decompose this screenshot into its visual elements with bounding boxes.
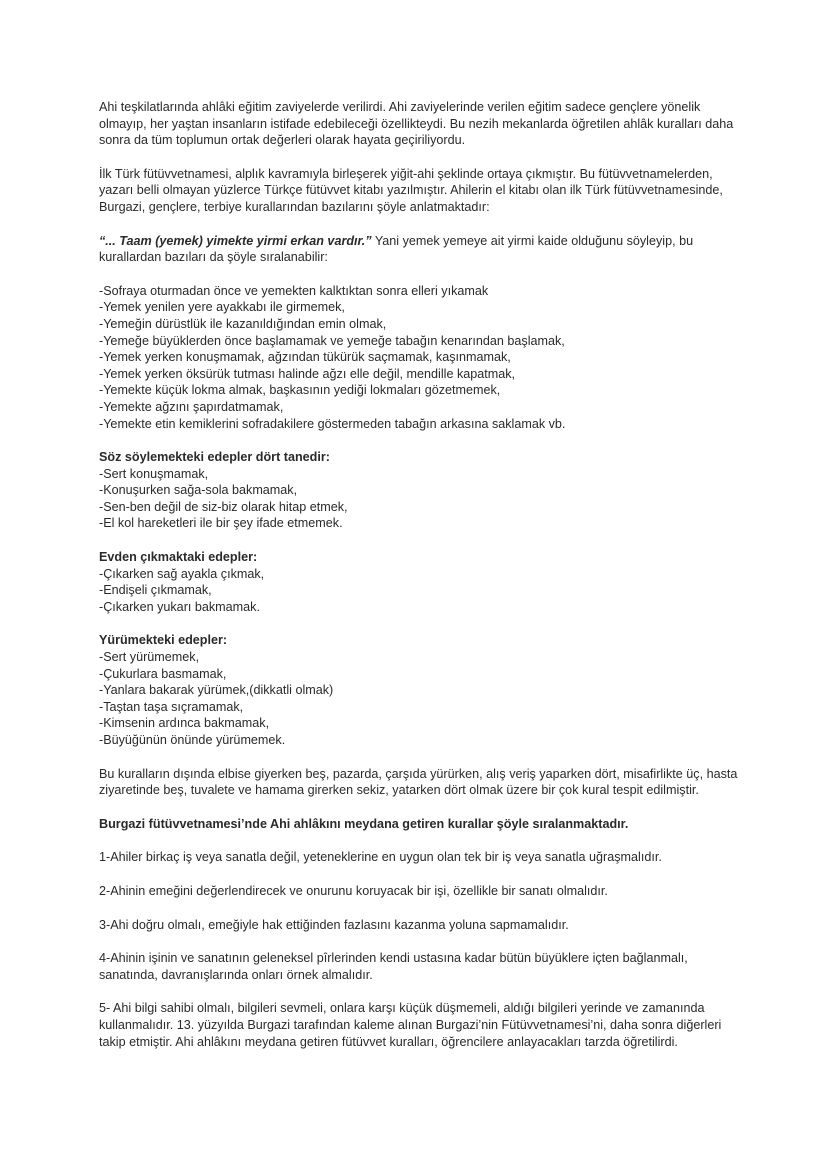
burgazi-heading: Burgazi fütüvvetnamesi’nde Ahi ahlâkını meydana getiren kurallar şöyle sıralanmaktadır.	[99, 816, 629, 831]
futuvvetname-paragraph: İlk Türk fütüvvetnamesi, alplık kavramıyla birleşerek yiğit-ahi şeklinde ortaya çıkmıştır. Bu fütüvvetnamelerden, yazarı belli olmayan yüzlerce Türkçe fütüvvet kitabı yazılmıştır. Ahilerin el kitabı olan ilk Türk fütüvvetnamesinde, Burgazi, gençlere, terbiye kurallarından bazılarını şöyle anlatmaktadır:	[99, 166, 723, 214]
list-item: -Kimsenin ardınca bakmamak,	[99, 716, 270, 731]
list-item: -Taştan taşa sıçramamak,	[99, 699, 244, 714]
summary-paragraph: Bu kuralların dışında elbise giyerken beş, pazarda, çarşıda yürürken, alış veriş yaparken dört, misafirlikte üç, hasta ziyaretinde beş, tuvalete ve hamama girerken sekiz, yatarken dört olmak üzere bir çok kural tespit edilmiştir.	[99, 766, 738, 798]
list-item: -Sert yürümemek,	[99, 650, 200, 665]
list-item: -Çıkarken sağ ayakla çıkmak,	[99, 566, 265, 581]
list-item: -Yemekte küçük lokma almak, başkasının yediği lokmaları gözetmemek,	[99, 383, 501, 398]
speech-heading: Söz söylemekteki edepler dört tanedir:	[99, 450, 330, 465]
list-item: -Yanlara bakarak yürümek,(dikkatli olmak)	[99, 683, 334, 698]
walking-section	[99, 632, 739, 748]
list-item: -Yemeğe büyüklerden önce başlamamak ve yemeğe tabağın kenarından başlamak,	[99, 333, 565, 348]
list-item: -Çukurlara basmamak,	[99, 666, 227, 681]
list-item: -Endişeli çıkmamak,	[99, 583, 212, 598]
burgazi-rule-2: 2-Ahinin emeğini değerlendirecek ve onurunu koruyacak bir işi, özellikle bir sanatı olmalıdır.	[99, 883, 608, 898]
list-item: -Büyüğünün önünde yürümemek.	[99, 733, 286, 747]
burgazi-rule-3: 3-Ahi doğru olmalı, emeğiyle hak ettiğinden fazlasını kazanma yoluna sapmamalıdır.	[99, 917, 569, 932]
list-item: -El kol hareketleri ile bir şey ifade etmemek.	[99, 516, 343, 531]
list-item: -Sen-ben değil de siz-biz olarak hitap etmek,	[99, 499, 348, 514]
leaving-section	[99, 549, 739, 615]
list-item: -Yemek yerken konuşmamak, ağzından tükürük saçmamak, kaşınmamak,	[99, 350, 511, 365]
leaving-heading: Evden çıkmaktaki edepler:	[99, 550, 258, 565]
burgazi-rule-5: 5- Ahi bilgi sahibi olmalı, bilgileri sevmeli, onlara karşı küçük düşmemeli, aldığı bilgileri yerinde ve zamanında kullanmalıdır. 13. yüzyılda Burgazi tarafından kaleme alınan Burgazi’nin Fütüvvetnamesi’ni, daha sonra diğerleri takip etmiştir. Ahi ahlâkını meydana getiren fütüvvet kuralları, öğrencilere anlayacakları tarzda öğretilirdi.	[99, 1001, 722, 1049]
speech-section	[99, 449, 739, 532]
list-item: -Yemeğin dürüstlük ile kazanıldığından emin olmak,	[99, 316, 387, 331]
list-item: -Sert konuşmamak,	[99, 466, 209, 481]
list-item: -Yemekte ağzını şapırdatmamak,	[99, 399, 284, 414]
burgazi-rule-4: 4-Ahinin işinin ve sanatının geleneksel pîrlerinden kendi ustasına kadar bütün büyüklere içten bağlanmalı, sanatında, davranışlarında onları örnek almalıdır.	[99, 951, 688, 982]
list-item: -Konuşurken sağa-sola bakmamak,	[99, 483, 298, 498]
walking-heading: Yürümekteki edepler:	[99, 633, 228, 648]
intro-paragraph: Ahi teşkilatlarında ahlâki eğitim zaviyelerde verilirdi. Ahi zaviyelerinde verilen eğitim sadece gençlere yönelik olmayıp, her yaştan insanların istifade edebileceği özellikteydi. Bu nezih mekanlarda öğretilen ahlâk kuralları daha sonra da tüm toplumun ortak değerleri olarak hayata geçiriliyordu.	[99, 100, 734, 148]
document-body	[99, 99, 739, 1067]
list-item: -Yemek yerken öksürük tutması halinde ağzı elle değil, mendille kapatmak,	[99, 366, 516, 381]
list-item: -Çıkarken yukarı bakmamak.	[99, 599, 260, 614]
quote-paragraph	[99, 233, 739, 266]
burgazi-rule-1: 1-Ahiler birkaç iş veya sanatla değil, yeteneklerine en uygun olan tek bir iş veya sanatla uğraşmalıdır.	[99, 850, 662, 865]
eating-rules-list	[99, 283, 739, 432]
list-item: -Sofraya oturmadan önce ve yemekten kalktıktan sonra elleri yıkamak	[99, 283, 489, 298]
list-item: -Yemekte etin kemiklerini sofradakilere göstermeden tabağın arkasına saklamak vb.	[99, 416, 566, 431]
quote-text: “... Taam (yemek) yimekte yirmi erkan vardır.”	[99, 233, 372, 248]
quote-continuation: Yani yemek yemeye ait yirmi kaide olduğunu söyleyip, bu kurallardan bazıları da şöyle sıralanabilir:	[99, 233, 694, 265]
list-item: -Yemek yenilen yere ayakkabı ile girmemek,	[99, 300, 345, 315]
